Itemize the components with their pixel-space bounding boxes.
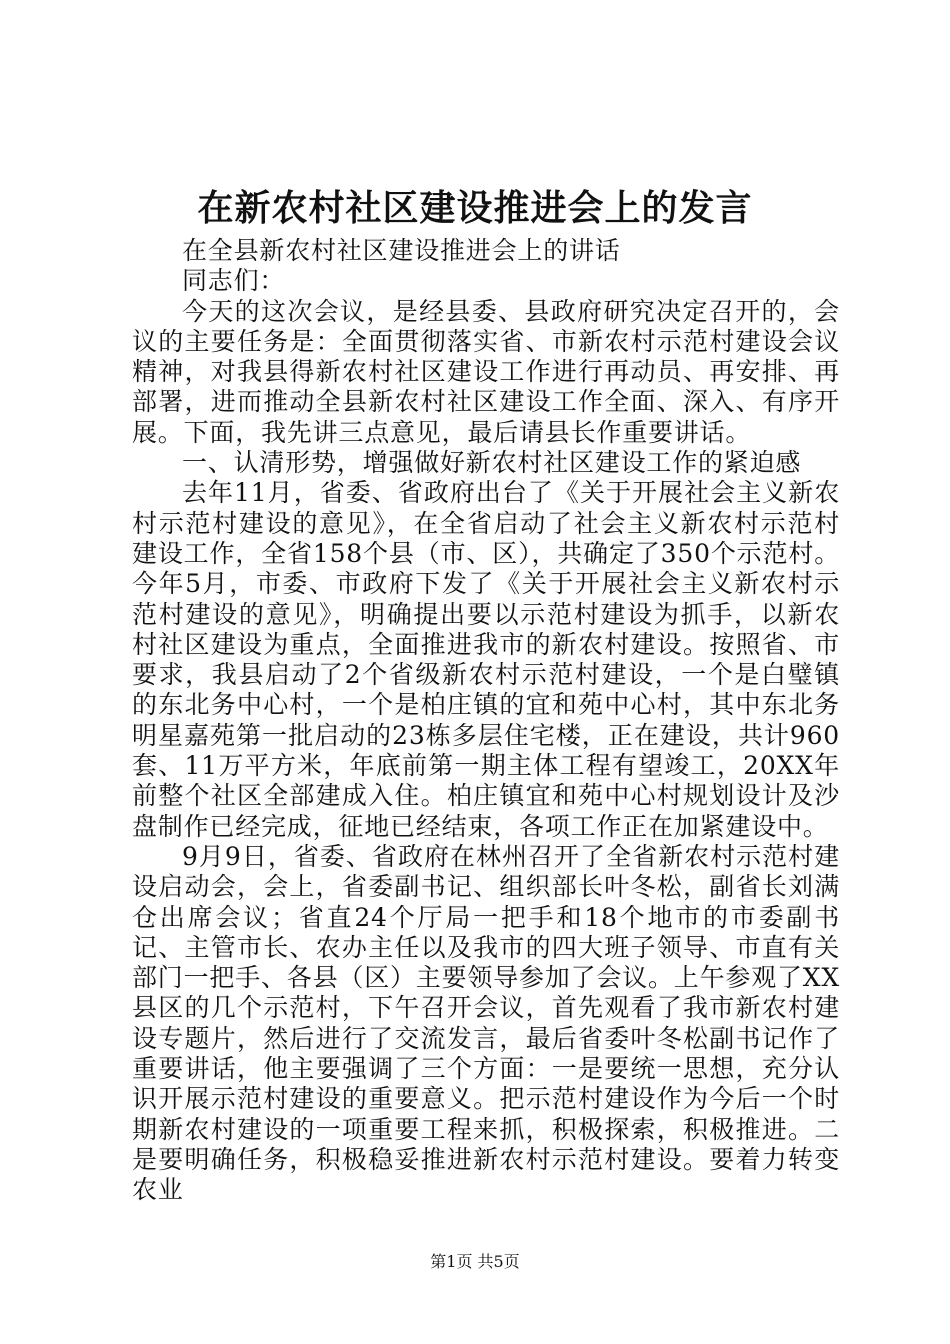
- salutation-paragraph: 同志们：: [182, 266, 286, 296]
- section-heading: 一、认清形势，增强做好新农村社区建设工作的紧迫感: [182, 448, 802, 478]
- document-body: [132, 236, 840, 1206]
- page-footer: 第1页 共5页: [430, 1252, 520, 1271]
- body-paragraph: 今天的这次会议，是经县委、县政府研究决定召开的，会议的主要任务是：全面贯彻落实省、市新农村示范村建设会议精神，对我县得新农村社区建设工作进行再动员、再安排、再部署，进而推动全县新农村社区建设工作全面、深入、有序开展。下面，我先讲三点意见，最后请县长作重要讲话。: [132, 296, 840, 447]
- body-paragraph: 去年11月，省委、省政府出台了《关于开展社会主义新农村示范村建设的意见》，在全省启动了社会主义新农村示范村建设工作，全省158个县（市、区），共确定了350个示范村。今年5月，市委、市政府下发了《关于开展社会主义新农村示范村建设的意见》，明确提出要以示范村建设为抓手，以新农村社区建设为重点，全面推进我市的新农村建设。按照省、市要求，我县启动了2个省级新农村示范村建设，一个是白璧镇的东北务中心村，一个是柏庄镇的宜和苑中心村，其中东北务明星嘉苑第一批启动的23栋多层住宅楼，正在建设，共计960套、11万平方米，年底前第一期主体工程有望竣工，20XX年前整个社区全部建成入住。柏庄镇宜和苑中心村规划设计及沙盘制作已经完成，征地已经结束，各项工作正在加紧建设中。: [132, 478, 840, 841]
- subtitle-paragraph: 在全县新农村社区建设推进会上的讲话: [182, 236, 621, 265]
- document-title: 在新农村社区建设推进会上的发言: [197, 187, 753, 229]
- body-paragraph: 9月9日，省委、省政府在林州召开了全省新农村示范村建设启动会，会上，省委副书记、组织部长叶冬松，副省长刘满仓出席会议；省直24个厅局一把手和18个地市的市委副书记、主管市长、农办主任以及我市的四大班子领导、市直有关部门一把手、各县（区）主要领导参加了会议。上午参观了XX县区的几个示范村，下午召开会议，首先观看了我市新农村建设专题片，然后进行了交流发言，最后省委叶冬松副书记作了重要讲话，他主要强调了三个方面：一是要统一思想，充分认识开展示范村建设的重要意义。把示范村建设作为今后一个时期新农村建设的一项重要工程来抓，积极探索，积极推进。二是要明确任务，积极稳妥推进新农村示范村建设。要着力转变农业: [132, 841, 840, 1205]
